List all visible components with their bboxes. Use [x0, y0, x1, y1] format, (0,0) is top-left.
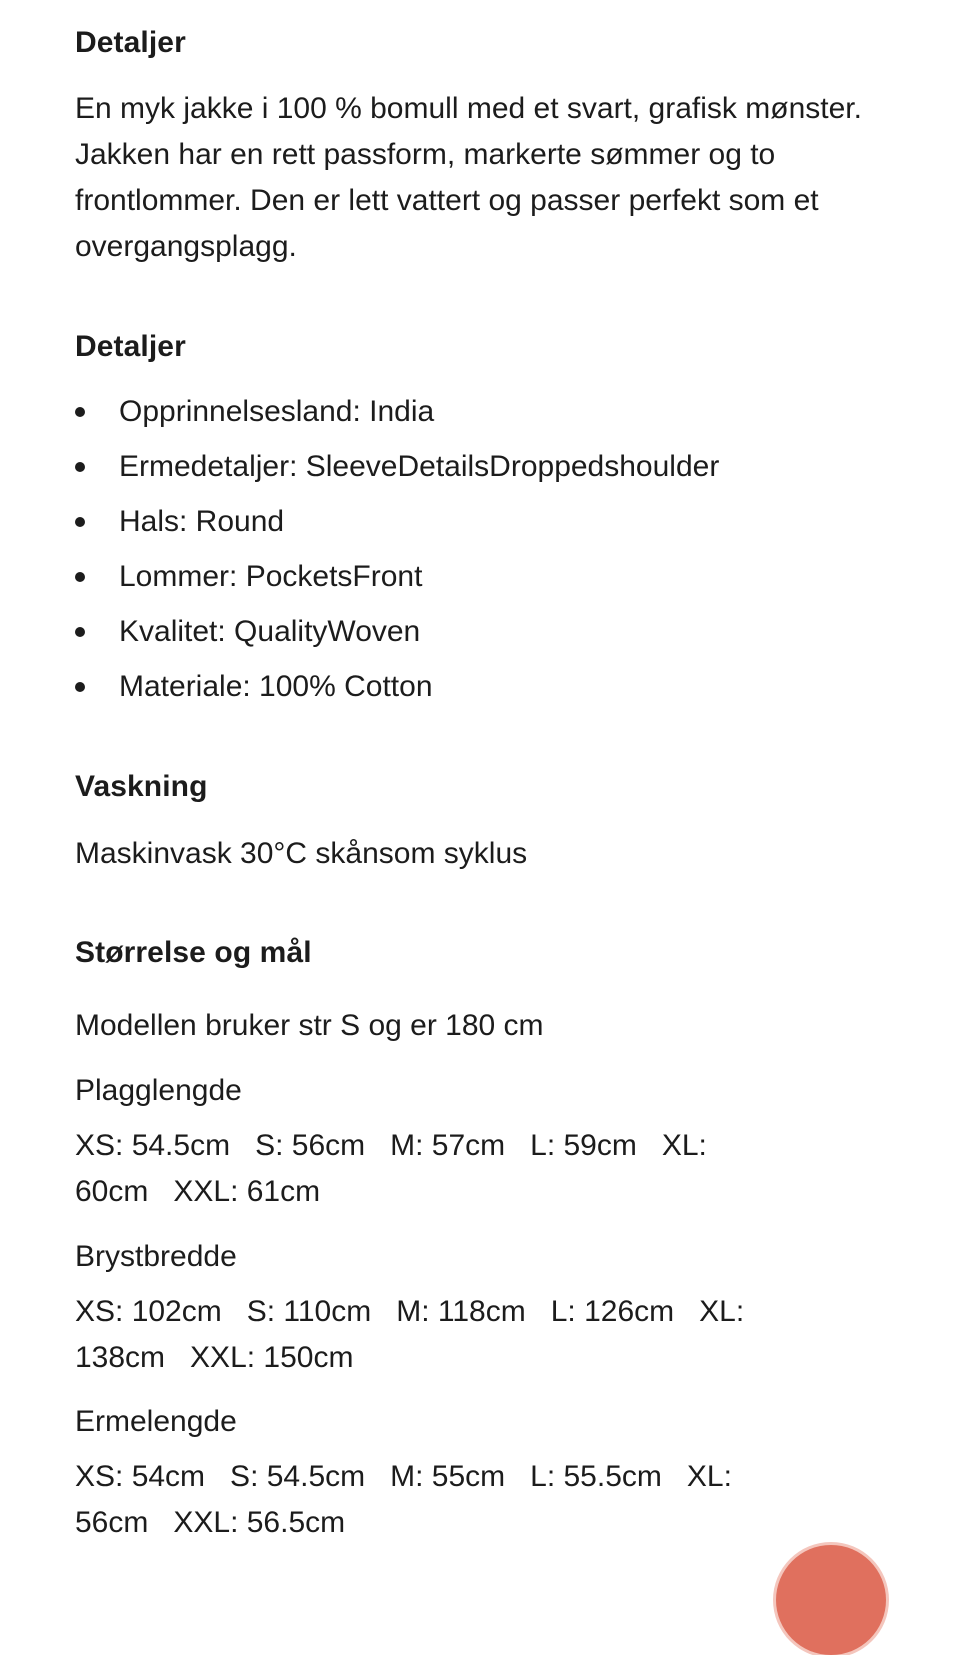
list-item-label: Lommer: PocketsFront — [119, 560, 423, 593]
bullet-icon — [75, 517, 85, 527]
list-item — [75, 447, 719, 502]
model-size-info: Modellen bruker str S og er 180 cm — [75, 1009, 544, 1042]
list-item — [75, 557, 719, 612]
list-item — [75, 612, 719, 667]
size-heading: Størrelse og mål — [75, 936, 312, 969]
bullet-icon — [75, 627, 85, 637]
chest-width-values — [75, 1289, 775, 1381]
bullet-icon — [75, 407, 85, 417]
garment-length-line-1: XS: 54.5cm S: 56cm M: 57cm L: 59cm XL: — [75, 1129, 707, 1162]
garment-length-label: Plagglengde — [75, 1074, 242, 1107]
list-item-label: Materiale: 100% Cotton — [119, 670, 433, 703]
chest-width-line-1: XS: 102cm S: 110cm M: 118cm L: 126cm XL: — [75, 1295, 745, 1328]
bullet-icon — [75, 462, 85, 472]
list-item-label: Kvalitet: QualityWoven — [119, 615, 421, 648]
list-item — [75, 392, 719, 447]
washing-instructions: Maskinvask 30°C skånsom syklus — [75, 837, 528, 870]
garment-length-line-2: 60cm XXL: 61cm — [75, 1175, 321, 1208]
sleeve-length-label: Ermelengde — [75, 1405, 237, 1438]
list-item-label: Hals: Round — [119, 505, 285, 538]
details-heading: Detaljer — [75, 26, 186, 59]
washing-heading: Vaskning — [75, 770, 208, 803]
chest-width-label: Brystbredde — [75, 1240, 237, 1273]
bullet-icon — [75, 572, 85, 582]
list-item-label: Ermedetaljer: SleeveDetailsDroppedshoulder — [119, 450, 720, 483]
list-item-label: Opprinnelsesland: India — [119, 395, 435, 428]
sleeve-length-line-2: 56cm XXL: 56.5cm — [75, 1506, 346, 1539]
bullet-icon — [75, 682, 85, 692]
sleeve-length-line-1: XS: 54cm S: 54.5cm M: 55cm L: 55.5cm XL: — [75, 1460, 732, 1493]
details-list-heading: Detaljer — [75, 330, 186, 363]
chest-width-line-2: 138cm XXL: 150cm — [75, 1341, 354, 1374]
chat-button[interactable] — [776, 1545, 886, 1655]
product-description: En myk jakke i 100 % bomull med et svart, grafisk mønster. Jakken har en rett passform, markerte sømmer og to frontlommer. Den er lett vattert og passer perfekt som et overgangsplagg. — [75, 92, 862, 263]
sleeve-length-values — [75, 1454, 775, 1546]
list-item — [75, 502, 719, 557]
garment-length-values — [75, 1123, 775, 1215]
list-item — [75, 667, 719, 722]
details-list — [75, 392, 719, 722]
